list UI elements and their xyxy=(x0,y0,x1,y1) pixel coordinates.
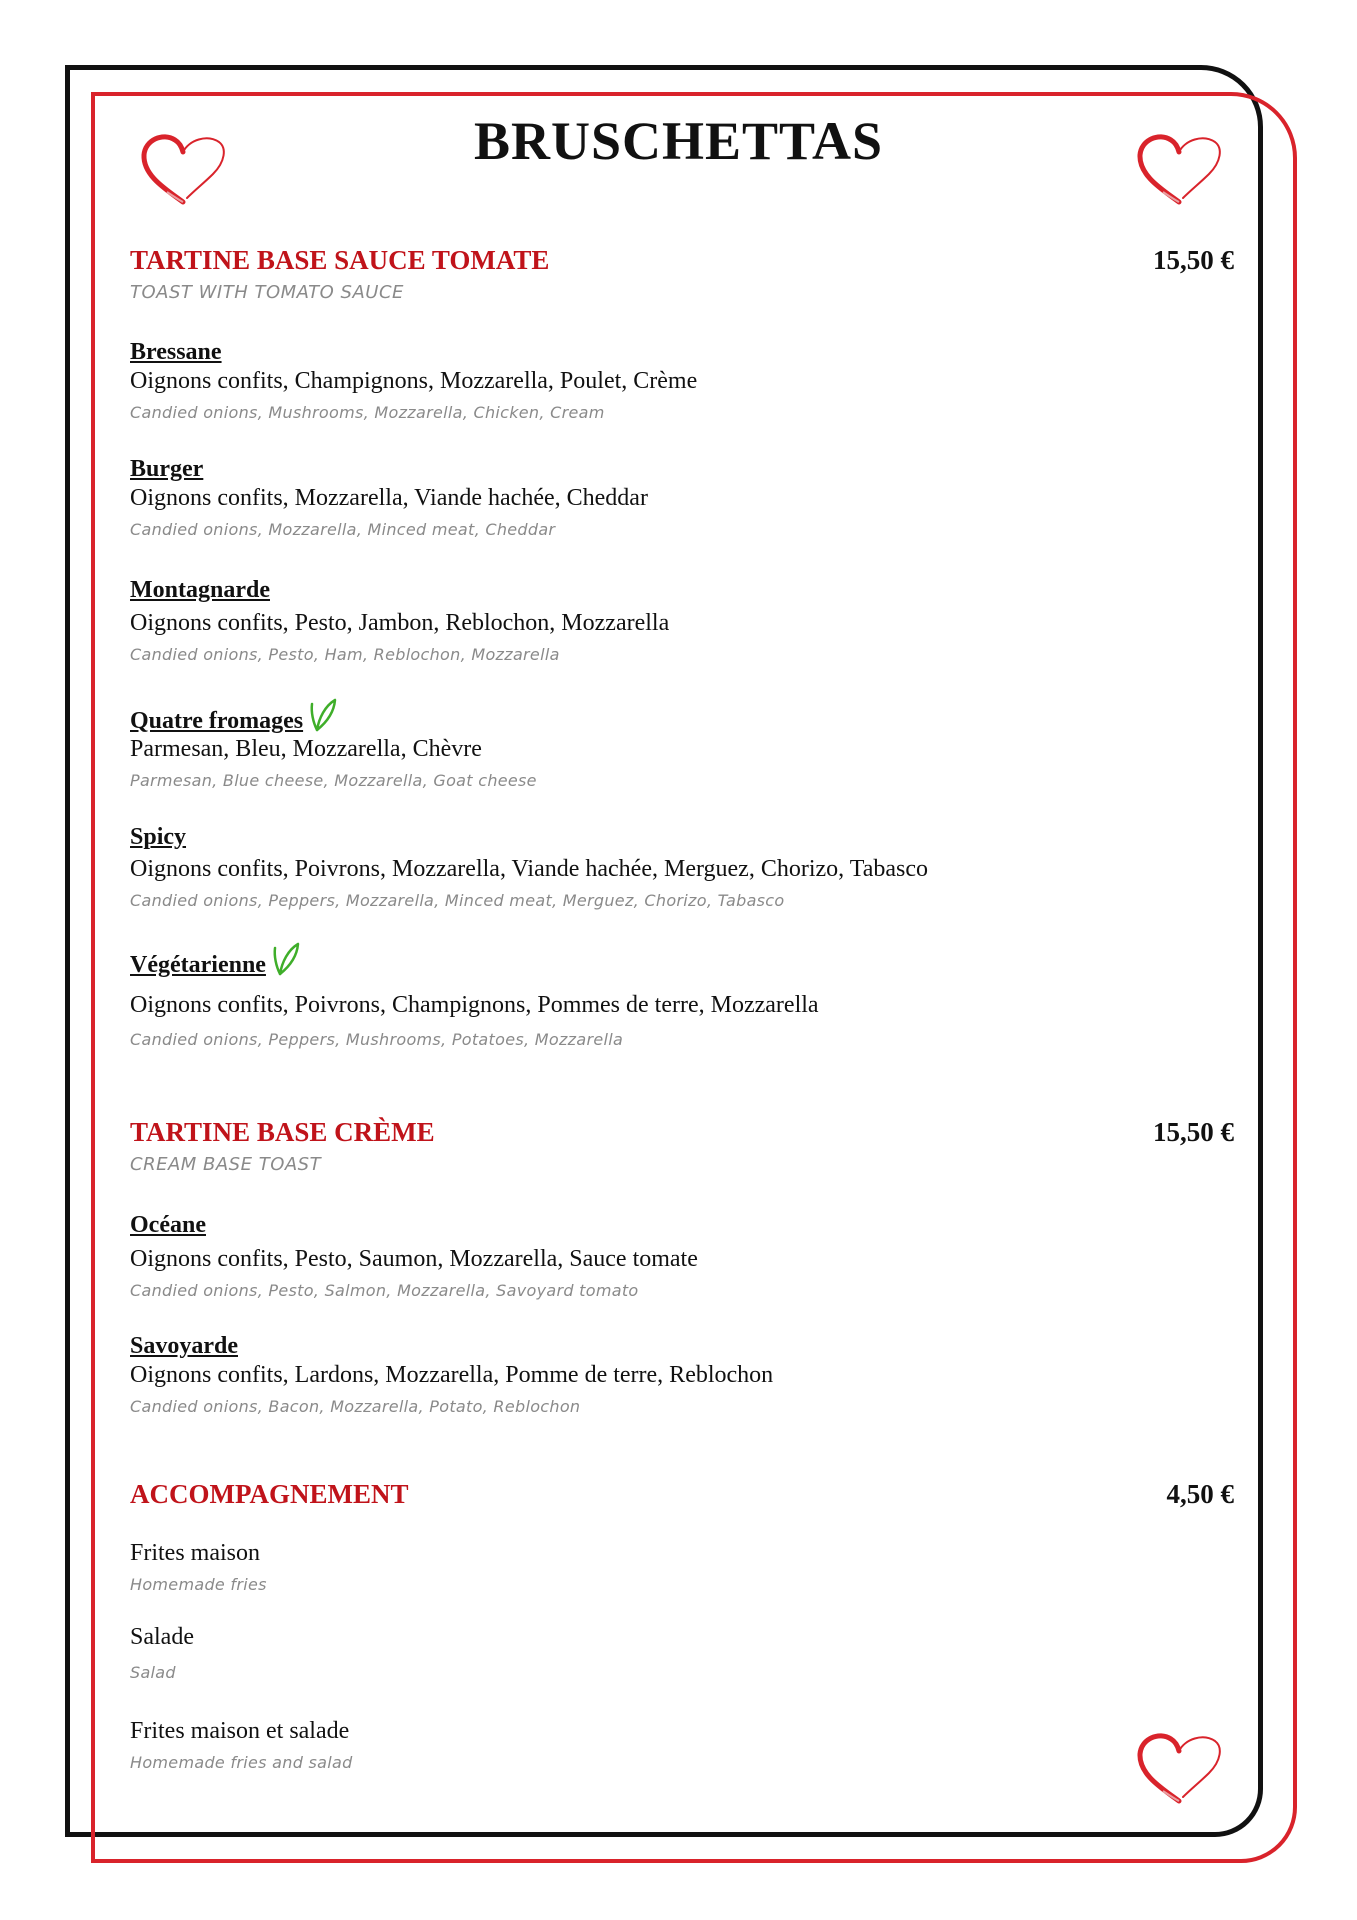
page-title: BRUSCHETTAS xyxy=(473,111,884,171)
item-translation: Candied onions, Peppers, Mushrooms, Potatoes, Mozzarella xyxy=(130,1030,624,1049)
item-description: Salade xyxy=(130,1624,194,1650)
item-translation: Candied onions, Pesto, Ham, Reblochon, Mozzarella xyxy=(130,645,560,664)
item-translation: Candied onions, Peppers, Mozzarella, Minced meat, Merguez, Chorizo, Tabasco xyxy=(130,891,785,910)
item-description: Frites maison et salade xyxy=(130,1718,350,1744)
item-description: Oignons confits, Champignons, Mozzarella, Poulet, Crème xyxy=(130,368,698,394)
item-description: Oignons confits, Mozzarella, Viande hachée, Cheddar xyxy=(130,485,648,511)
vegetarian-leaf-icon xyxy=(272,942,300,976)
item-description: Parmesan, Bleu, Mozzarella, Chèvre xyxy=(130,736,482,762)
item-name: Montagnarde xyxy=(130,577,270,603)
item-name-row xyxy=(130,698,337,735)
item-name: Bressane xyxy=(130,339,222,365)
item-translation: Candied onions, Mushrooms, Mozzarella, Chicken, Cream xyxy=(130,403,605,422)
item-translation: Parmesan, Blue cheese, Mozzarella, Goat cheese xyxy=(130,771,537,790)
item-description: Oignons confits, Poivrons, Champignons, Pommes de terre, Mozzarella xyxy=(130,992,819,1018)
item-description: Frites maison xyxy=(130,1540,260,1566)
item-description: Oignons confits, Poivrons, Mozzarella, Viande hachée, Merguez, Chorizo, Tabasco xyxy=(130,856,928,882)
item-name-row xyxy=(130,942,300,979)
item-name: Océane xyxy=(130,1212,206,1238)
item-translation: Candied onions, Pesto, Salmon, Mozzarella, Savoyard tomato xyxy=(130,1281,639,1300)
item-translation: Homemade fries xyxy=(130,1575,267,1594)
vegetarian-leaf-icon xyxy=(309,698,337,732)
item-name: Végétarienne xyxy=(130,952,266,978)
item-name: Quatre fromages xyxy=(130,708,304,734)
item-translation: Candied onions, Bacon, Mozzarella, Potato, Reblochon xyxy=(130,1397,581,1416)
section-price: 15,50 € xyxy=(1153,1117,1234,1147)
item-name: Savoyarde xyxy=(130,1333,238,1359)
item-translation: Homemade fries and salad xyxy=(130,1753,353,1772)
section-title: TARTINE BASE CRÈME xyxy=(130,1117,435,1147)
section-title: ACCOMPAGNEMENT xyxy=(130,1479,409,1509)
item-description: Oignons confits, Pesto, Jambon, Reblochon, Mozzarella xyxy=(130,610,670,636)
section-subtitle: TOAST WITH TOMATO SAUCE xyxy=(130,282,404,303)
heart-icon xyxy=(1133,1727,1225,1807)
item-name: Burger xyxy=(130,456,204,482)
item-name: Spicy xyxy=(130,824,187,850)
item-description: Oignons confits, Pesto, Saumon, Mozzarella, Sauce tomate xyxy=(130,1246,698,1272)
section-price: 4,50 € xyxy=(1166,1479,1234,1509)
section-title: TARTINE BASE SAUCE TOMATE xyxy=(130,245,550,275)
item-translation: Candied onions, Mozzarella, Minced meat, Cheddar xyxy=(130,520,556,539)
item-description: Oignons confits, Lardons, Mozzarella, Pomme de terre, Reblochon xyxy=(130,1362,774,1388)
section-subtitle: CREAM BASE TOAST xyxy=(130,1154,322,1175)
item-translation: Salad xyxy=(130,1663,176,1682)
section-price: 15,50 € xyxy=(1153,245,1234,275)
